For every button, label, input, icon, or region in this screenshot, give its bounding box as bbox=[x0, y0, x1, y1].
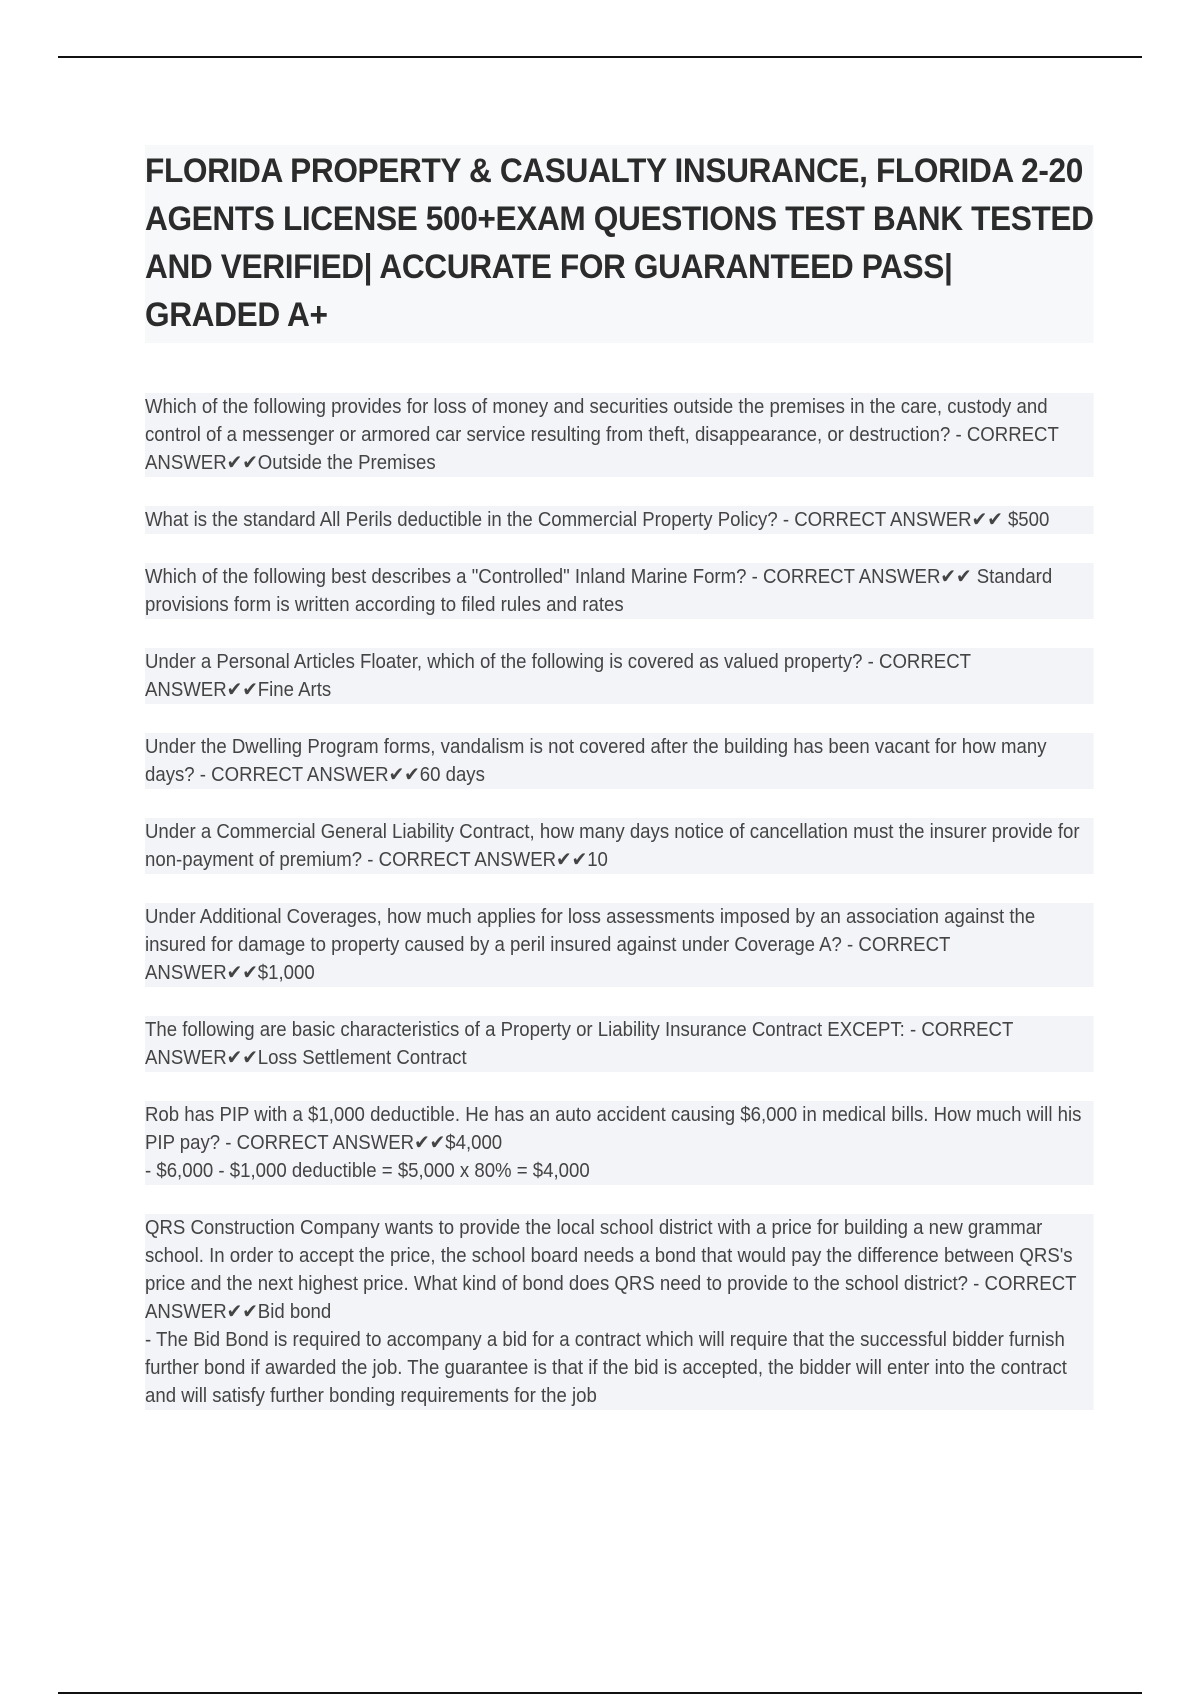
qa-question: Which of the following provides for loss of money and securities outside the premises in the care, custody and control of a messenger or armored car service resulting from theft, disappearance, or destruction? - CORRECT ANSWER✔✔Outside the Premises bbox=[145, 393, 1094, 477]
top-divider bbox=[58, 56, 1142, 58]
qa-item bbox=[145, 1214, 1094, 1410]
qa-item bbox=[145, 563, 1094, 619]
qa-item bbox=[145, 648, 1094, 704]
qa-question: Under a Commercial General Liability Contract, how many days notice of cancellation must the insurer provide for non-payment of premium? - CORRECT ANSWER✔✔10 bbox=[145, 818, 1094, 874]
qa-question: QRS Construction Company wants to provide the local school district with a price for building a new grammar school. In order to accept the price, the school board needs a bond that would pay the difference between QRS's price and the next highest price. What kind of bond does QRS need to provide to the school district? - CORRECT ANSWER✔✔Bid bond bbox=[145, 1214, 1094, 1326]
qa-item bbox=[145, 903, 1094, 987]
qa-list bbox=[145, 393, 1095, 1410]
qa-question: What is the standard All Perils deductible in the Commercial Property Policy? - CORRECT ANSWER✔✔ $500 bbox=[145, 506, 1094, 534]
qa-question: Rob has PIP with a $1,000 deductible. He has an auto accident causing $6,000 in medical bills. How much will his PIP pay? - CORRECT ANSWER✔✔$4,000 bbox=[145, 1101, 1094, 1157]
qa-item bbox=[145, 818, 1094, 874]
qa-item bbox=[145, 1101, 1094, 1185]
bottom-divider bbox=[58, 1692, 1142, 1694]
qa-question: Under the Dwelling Program forms, vandalism is not covered after the building has been vacant for how many days? - CORRECT ANSWER✔✔60 days bbox=[145, 733, 1094, 789]
qa-question: Under Additional Coverages, how much applies for loss assessments imposed by an association against the insured for damage to property caused by a peril insured against under Coverage A? - CORRECT ANSWER✔✔$1,000 bbox=[145, 903, 1094, 987]
qa-question: Under a Personal Articles Floater, which of the following is covered as valued property? - CORRECT ANSWER✔✔Fine Arts bbox=[145, 648, 1094, 704]
qa-item bbox=[145, 506, 1094, 534]
document-body bbox=[145, 145, 1095, 1439]
qa-explanation: - $6,000 - $1,000 deductible = $5,000 x 80% = $4,000 bbox=[145, 1157, 1094, 1185]
qa-item bbox=[145, 1016, 1094, 1072]
document-title: FLORIDA PROPERTY & CASUALTY INSURANCE, FLORIDA 2-20 AGENTS LICENSE 500+EXAM QUESTIONS TEST BANK TESTED AND VERIFIED| ACCURATE FOR GUARANTEED PASS| GRADED A+ bbox=[145, 145, 1094, 343]
qa-item bbox=[145, 733, 1094, 789]
qa-explanation: - The Bid Bond is required to accompany a bid for a contract which will require that the successful bidder furnish further bond if awarded the job. The guarantee is that if the bid is accepted, the bidder will enter into the contract and will satisfy further bonding requirements for the job bbox=[145, 1326, 1094, 1410]
qa-question: Which of the following best describes a "Controlled" Inland Marine Form? - CORRECT ANSWER✔✔ Standard provisions form is written according to filed rules and rates bbox=[145, 563, 1094, 619]
qa-question: The following are basic characteristics of a Property or Liability Insurance Contract EXCEPT: - CORRECT ANSWER✔✔Loss Settlement Contract bbox=[145, 1016, 1094, 1072]
qa-item bbox=[145, 393, 1094, 477]
